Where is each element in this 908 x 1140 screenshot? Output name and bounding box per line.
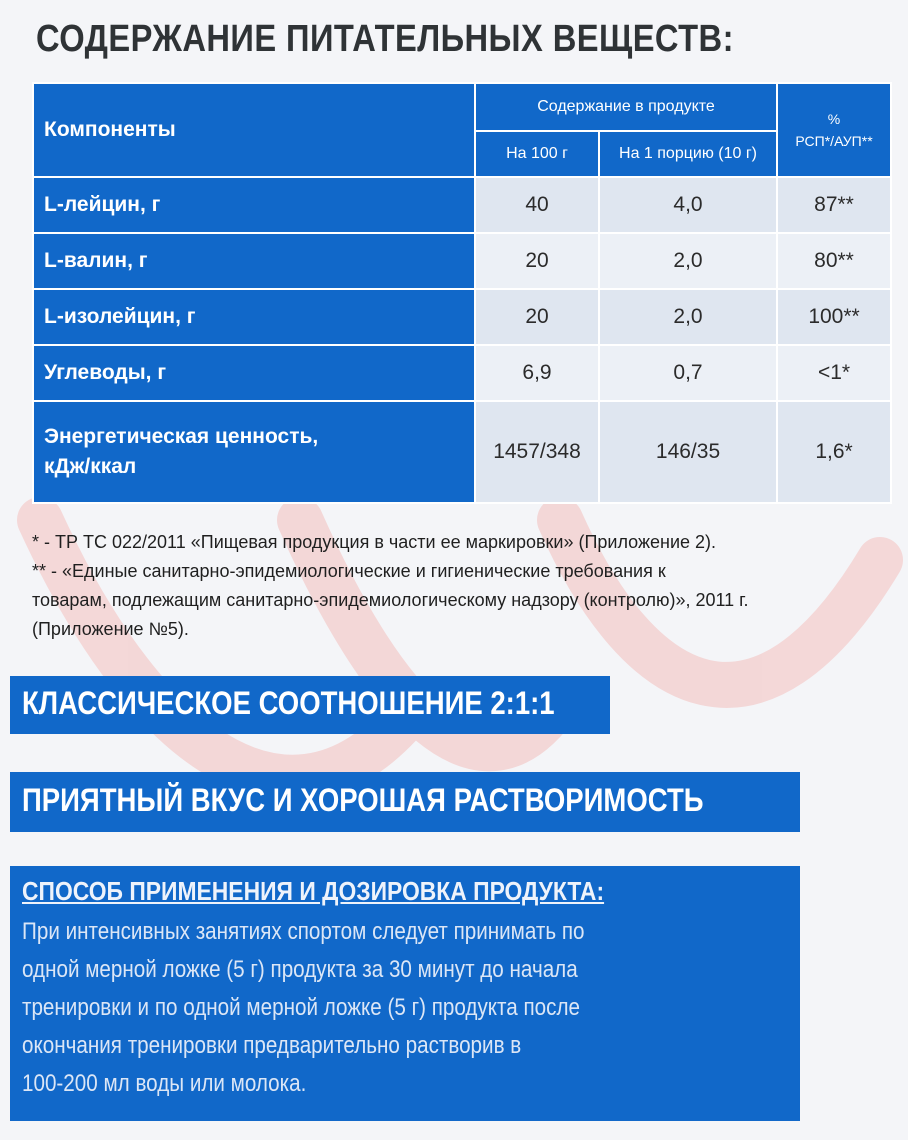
table-row: [33, 401, 891, 503]
usage-line-2: одной мерной ложке (5 г) продукта за 30 минут до начала: [22, 956, 578, 983]
taste-banner: [10, 772, 800, 832]
usage-block: [10, 866, 800, 1121]
usage-text: [22, 913, 779, 1103]
usage-line-3: тренировки и по одной мерной ложке (5 г) продукта после: [22, 994, 580, 1021]
taste-banner-text: ПРИЯТНЫЙ ВКУС И ХОРОШАЯ РАСТВОРИМОСТЬ: [22, 782, 704, 818]
cell-percent: 87**: [777, 177, 891, 233]
cell-per100: 1457/348: [475, 401, 599, 503]
header-percent: [777, 83, 891, 177]
usage-line-1: При интенсивных занятиях спортом следует принимать по: [22, 918, 585, 945]
cell-serving: 2,0: [599, 289, 777, 345]
cell-percent: 80**: [777, 233, 891, 289]
table-row: [33, 177, 891, 233]
usage-line-4: окончания тренировки предварительно растворив в: [22, 1032, 522, 1059]
cell-percent: 1,6*: [777, 401, 891, 503]
ratio-banner-text: КЛАССИЧЕСКОЕ СООТНОШЕНИЕ 2:1:1: [22, 685, 555, 721]
cell-per100: 20: [475, 233, 599, 289]
row-label-energy-line1: Энергетическая ценность,: [44, 425, 319, 448]
row-label-valine: L-валин, г: [33, 233, 475, 289]
cell-serving: 4,0: [599, 177, 777, 233]
header-per-100g: На 100 г: [475, 131, 599, 177]
usage-line-5: 100-200 мл воды или молока.: [22, 1070, 307, 1097]
row-label-leucine: L-лейцин, г: [33, 177, 475, 233]
footnote-2-line3: (Приложение №5).: [32, 619, 189, 639]
nutrition-table: [32, 82, 892, 504]
row-label-energy-line2: кДж/ккал: [44, 455, 137, 478]
row-label-isoleucine: L-изолейцин, г: [33, 289, 475, 345]
footnote-2-line2: товарам, подлежащим санитарно-эпидемиологическому надзору (контролю)», 2011 г.: [32, 590, 749, 610]
cell-serving: 2,0: [599, 233, 777, 289]
footnote-2-line1: ** - «Единые санитарно-эпидемиологические и гигиенические требования к: [32, 561, 666, 581]
cell-per100: 40: [475, 177, 599, 233]
cell-serving: 0,7: [599, 345, 777, 401]
header-percent-symbol: %: [827, 111, 841, 127]
ratio-banner: [10, 676, 610, 734]
usage-title: СПОСОБ ПРИМЕНЕНИЯ И ДОЗИРОВКА ПРОДУКТА:: [22, 876, 605, 906]
row-label-energy: [33, 401, 475, 503]
table-row: [33, 345, 891, 401]
cell-per100: 6,9: [475, 345, 599, 401]
header-percent-label: РСП*/АУП**: [795, 133, 873, 149]
cell-percent: 100**: [777, 289, 891, 345]
header-components: Компоненты: [33, 83, 475, 177]
table-row: [33, 289, 891, 345]
footnote-1: * - ТР ТС 022/2011 «Пищевая продукция в части ее маркировки» (Приложение 2).: [32, 532, 717, 552]
header-per-serving: На 1 порцию (10 г): [599, 131, 777, 177]
cell-percent: <1*: [777, 345, 891, 401]
row-label-carbohydrates: Углеводы, г: [33, 345, 475, 401]
table-header-row: [33, 83, 891, 131]
page-title: СОДЕРЖАНИЕ ПИТАТЕЛЬНЫХ ВЕЩЕСТВ:: [36, 18, 734, 60]
cell-per100: 20: [475, 289, 599, 345]
footnotes: [32, 528, 892, 644]
table-row: [33, 233, 891, 289]
header-content-group: Содержание в продукте: [475, 83, 777, 131]
cell-serving: 146/35: [599, 401, 777, 503]
